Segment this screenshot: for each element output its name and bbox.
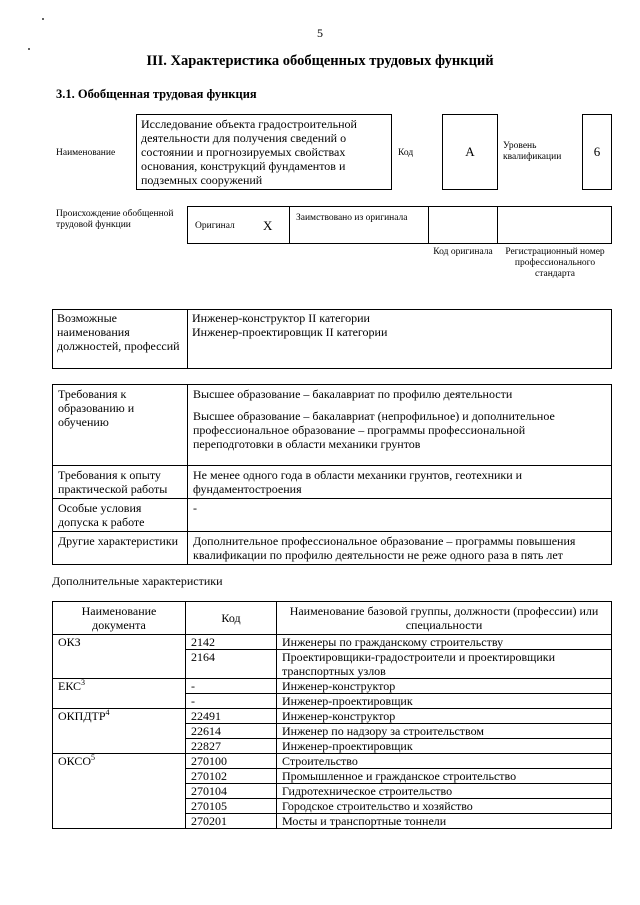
origin-original-cell — [187, 206, 290, 244]
borrowed-label: Заимствовано из оригинала — [296, 213, 408, 223]
doc-cell — [53, 679, 186, 709]
header-name: Наименование базовой группы, должности (профессии) или специальности — [277, 602, 612, 635]
original-label: Оригинал — [195, 221, 235, 231]
code-value-box — [442, 114, 498, 190]
req-value: Не менее одного года в области механики грунтов, геотехники и фундаментостроения — [188, 466, 612, 499]
header-code: Код — [186, 602, 277, 635]
additional-table — [52, 601, 612, 829]
doc-cell — [53, 754, 186, 829]
footnote-mark: 4 — [105, 708, 110, 717]
name-cell: Инженер-конструктор — [277, 709, 612, 724]
doc-cell — [53, 709, 186, 754]
original-mark: X — [263, 218, 273, 233]
scan-speck — [42, 18, 44, 20]
name-label: Наименование — [56, 148, 116, 158]
req-label: Требования к опыту практической работы — [53, 466, 188, 499]
req-value: Высшее образование – бакалавриат (непрофильное) и дополнительное профессиональное образование – программы профессиональной переподготовки в области механики грунтов — [193, 409, 555, 451]
name-cell: Инженер-проектировщик — [277, 739, 612, 754]
code-cell: - — [186, 694, 277, 709]
name-cell: Промышленное и гражданское строительство — [277, 769, 612, 784]
scan-speck — [28, 48, 30, 50]
name-cell: Городское строительство и хозяйство — [277, 799, 612, 814]
code-cell: - — [186, 679, 277, 694]
code-cell: 22827 — [186, 739, 277, 754]
reg-number-cell — [497, 206, 612, 244]
subsection-title: 3.1. Обобщенная трудовая функция — [56, 87, 257, 101]
req-value: - — [188, 499, 612, 532]
footnote-mark: 5 — [91, 753, 96, 762]
req-label: Особые условия допуска к работе — [53, 499, 188, 532]
name-cell: Инженер-проектировщик — [277, 694, 612, 709]
page-number: 5 — [317, 26, 323, 40]
level-value: 6 — [593, 144, 601, 159]
name-cell: Инженер по надзору за строительством — [277, 724, 612, 739]
name-cell: Гидротехническое строительство — [277, 784, 612, 799]
code-cell: 22614 — [186, 724, 277, 739]
level-label: Уровень квалификации — [503, 141, 562, 162]
name-cell: Строительство — [277, 754, 612, 769]
positions-label: Возможные наименования должностей, профессий — [53, 310, 188, 369]
req-label: Другие характеристики — [53, 532, 188, 565]
name-cell: Проектировщики-градостроители и проектировщики транспортных узлов — [277, 650, 612, 679]
doc-name: ЕКС — [58, 679, 82, 693]
req-value-cell — [188, 385, 612, 466]
code-original-label: Код оригинала — [433, 247, 493, 257]
code-cell: 2164 — [186, 650, 277, 679]
name-cell: Инженер-конструктор — [277, 679, 612, 694]
code-label: Код — [398, 148, 414, 158]
requirements-table — [52, 384, 612, 565]
additional-title: Дополнительные характеристики — [52, 574, 223, 588]
doc-cell — [53, 635, 186, 679]
code-value: А — [465, 144, 475, 159]
footnote-mark: 3 — [81, 678, 86, 687]
doc-name: ОКПДТР — [58, 709, 106, 723]
table-row — [53, 679, 612, 694]
code-cell: 270201 — [186, 814, 277, 829]
req-value: Высшее образование – бакалавриат по профилю деятельности — [193, 387, 513, 401]
doc-name: ОКЗ — [58, 635, 81, 649]
req-value: Дополнительное профессиональное образование – программы повышения квалификации по профилю деятельности не реже одного раза в пять лет — [188, 532, 612, 565]
header-doc: Наименование документа — [53, 602, 186, 635]
table-row — [53, 754, 612, 769]
code-cell: 22491 — [186, 709, 277, 724]
position-item: Инженер-конструктор II категории — [192, 311, 370, 325]
code-original-cell — [428, 206, 498, 244]
doc-name: ОКСО — [58, 754, 92, 768]
positions-values — [188, 310, 612, 369]
reg-number-label: Регистрационный номер профессионального стандарта — [505, 247, 605, 279]
req-label: Требования к образованию и обучению — [53, 385, 188, 466]
table-row — [53, 635, 612, 650]
positions-table — [52, 309, 612, 369]
code-cell: 270105 — [186, 799, 277, 814]
code-cell: 270102 — [186, 769, 277, 784]
table-row — [53, 709, 612, 724]
code-cell: 270100 — [186, 754, 277, 769]
function-name-value: Исследование объекта градостроительной деятельности для получения сведений о состоянии и прогнозируемых свойствах основания, конструкций фундаментов и подземных сооружений — [141, 117, 357, 187]
position-item: Инженер-проектировщик II категории — [192, 325, 388, 339]
code-cell: 270104 — [186, 784, 277, 799]
origin-label: Происхождение обобщенной трудовой функции — [56, 209, 174, 230]
level-value-box — [582, 114, 612, 190]
code-cell: 2142 — [186, 635, 277, 650]
name-cell: Инженеры по гражданскому строительству — [277, 635, 612, 650]
origin-borrowed-cell — [289, 206, 429, 244]
section-title: III. Характеристика обобщенных трудовых функций — [146, 53, 494, 69]
name-cell: Мосты и транспортные тоннели — [277, 814, 612, 829]
function-name-box — [136, 114, 392, 190]
